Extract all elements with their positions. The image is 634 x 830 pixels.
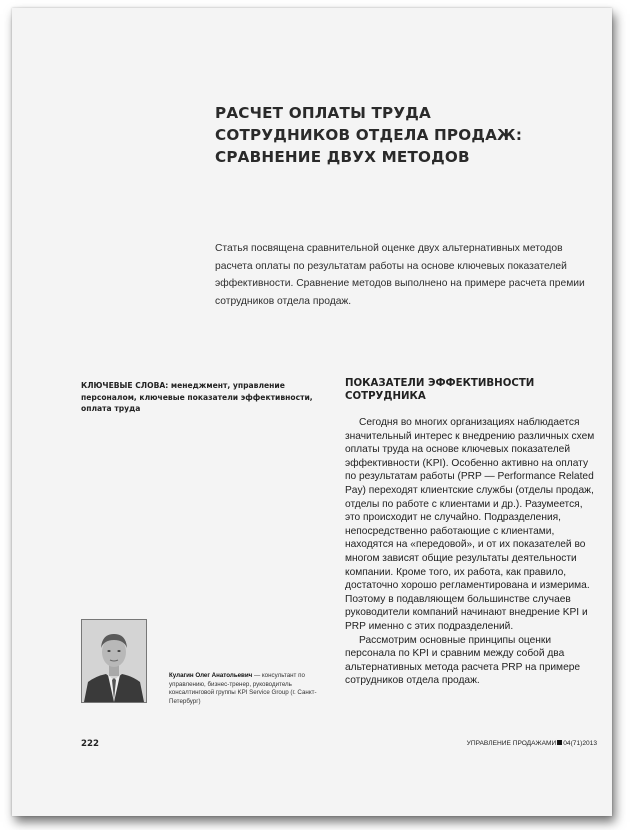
issue-number: 04(71)2013 [563,740,597,747]
page-number: 222 [81,739,99,749]
journal-name: УПРАВЛЕНИЕ ПРОДАЖАМИ [466,740,557,747]
author-description: — консультант по управлению, бизнес-тренер, руководитель консалтинговой группы KPI Service Group (г. Санкт-Петербург) [169,672,317,705]
body-paragraph: Сегодня во многих организациях наблюдается значительный интерес к внедрению различных схем оплаты труда на основе ключевых показателей эффективности (KPI). Особенно активно на оплату по результатам работы (PRP — Performance Related Pay) переходят клиентские службы (отделы продаж, отделы по работе с клиентами и др.). Разумеется, это происходит не случайно. Подразделения, непосредственно работающие с клиентами, находятся на «передовой», и от их показателей во многом зависят общие результаты деятельности компании. Кроме того, их работа, как правило, достаточно хорошо регламентирована и измерима. Поэтому в подавляющем большинстве случаев руководители компаний начинают внедрение KPI и PRP именно с этих подразделений. [345,417,595,632]
article-title: РАСЧЕТ ОПЛАТЫ ТРУДА СОТРУДНИКОВ ОТДЕЛА ПРОДАЖ: СРАВНЕНИЕ ДВУХ МЕТОДОВ [215,104,523,166]
author-name: Кулагин Олег Анатольевич [169,672,253,679]
author-bio [169,672,329,706]
square-separator-icon [557,740,562,745]
article-abstract: Статья посвящена сравнительной оценке двух альтернативных методов расчета оплаты по результатам работы на основе ключевых показателей эффективности. Сравнение методов выполнено на примере расчета премии сотрудников отдела продаж. [215,243,585,307]
keywords: КЛЮЧЕВЫЕ СЛОВА: менеджмент, управление персоналом, ключевые показатели эффективности, оплата труда [81,381,313,413]
running-footer [452,740,597,747]
body-paragraph: Рассмотрим основные принципы оценки персонала по KPI и сравним между собой два альтернативных метода расчета PRP на примере сотрудников отдела продаж. [345,634,581,687]
article-body [345,416,595,688]
author-photo [81,619,147,703]
magazine-page [12,8,612,816]
section-heading: ПОКАЗАТЕЛИ ЭФФЕКТИВНОСТИ СОТРУДНИКА [345,378,535,402]
